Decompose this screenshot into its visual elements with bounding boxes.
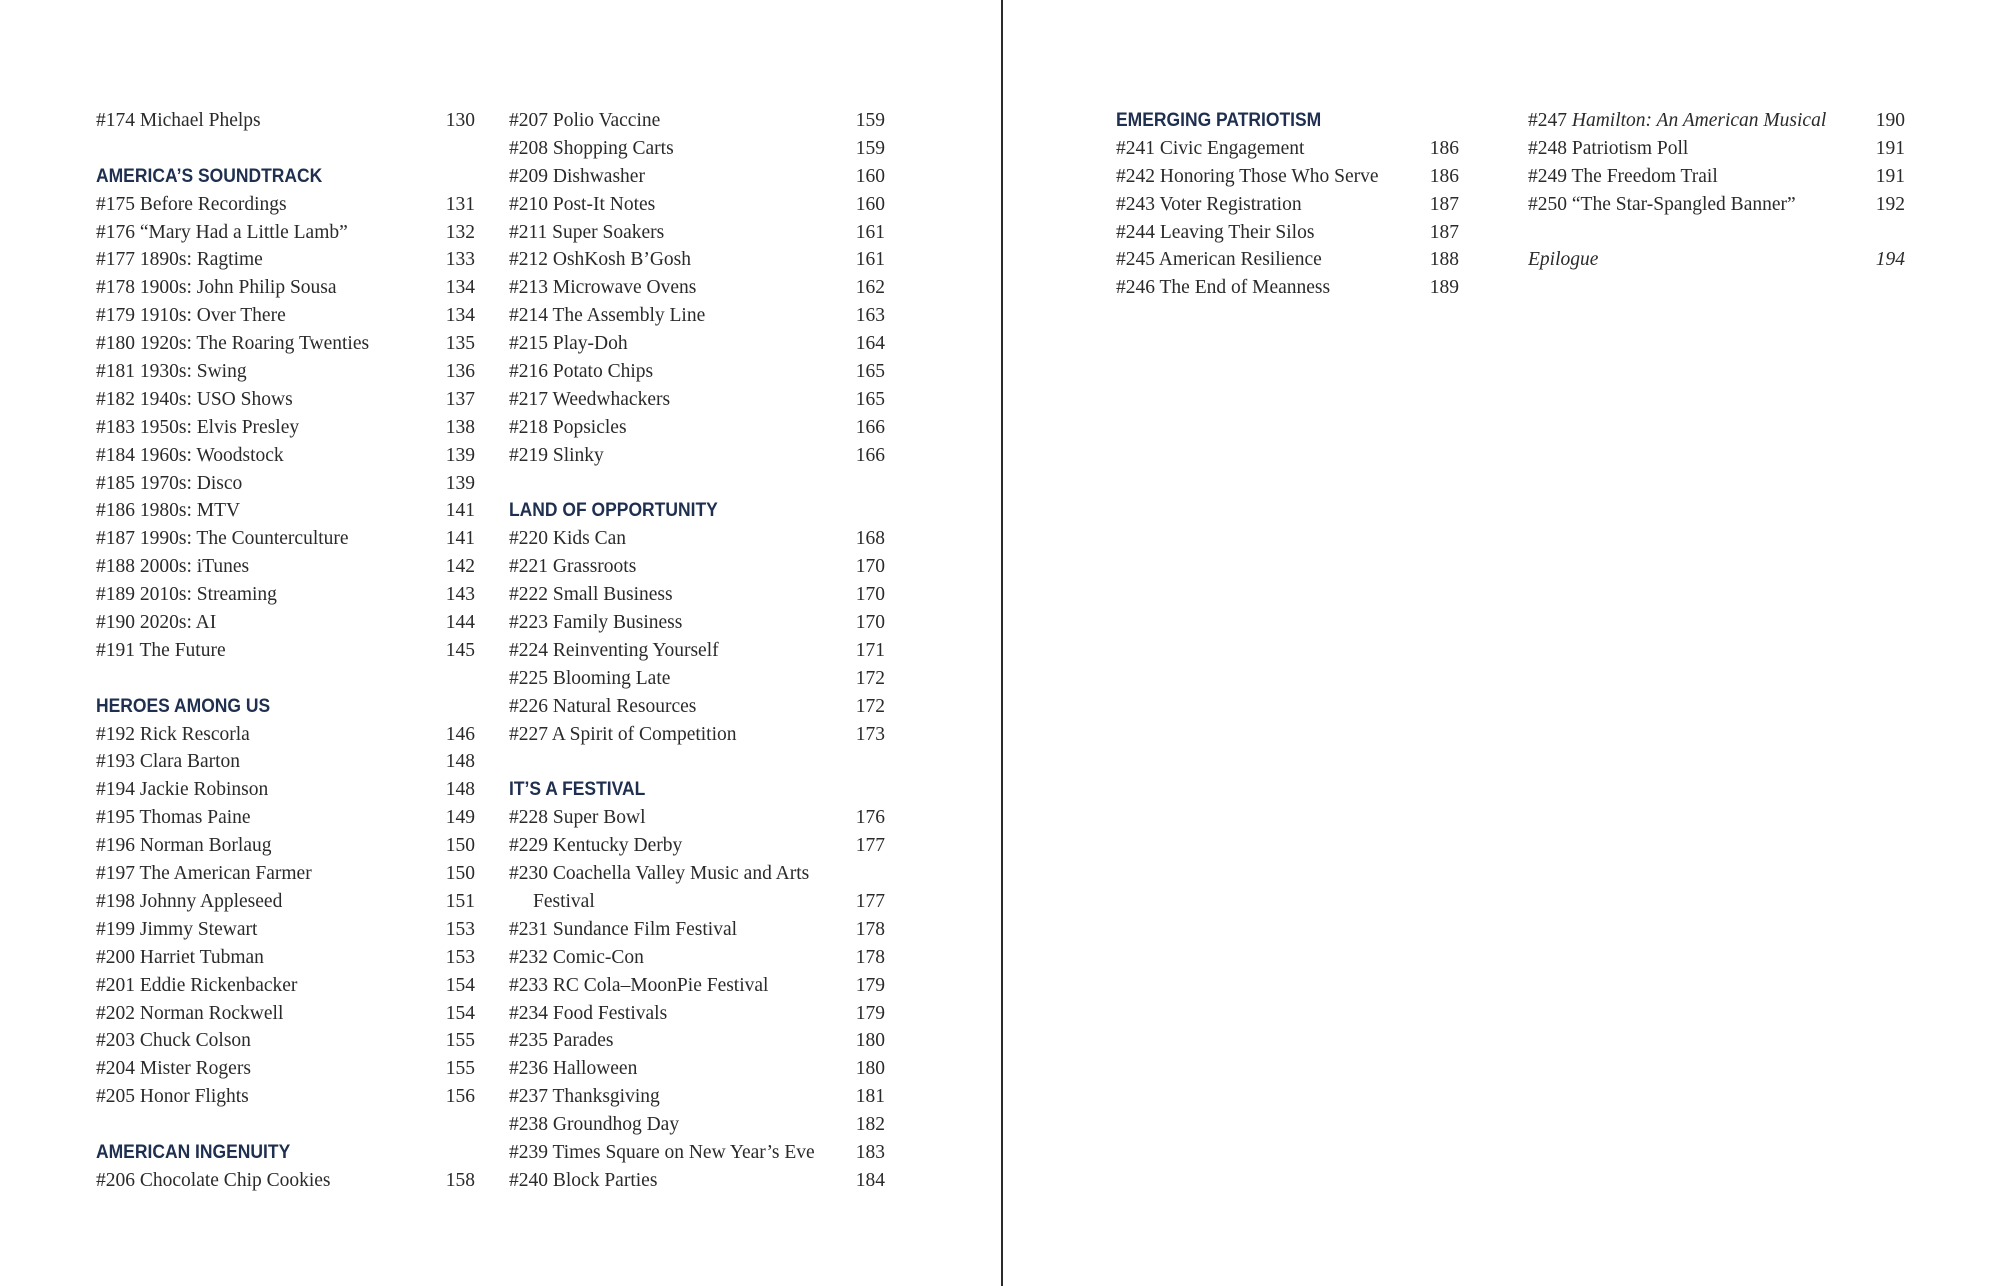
toc-entry-title: #217 Weedwhackers <box>509 388 671 410</box>
toc-entry-title: #201 Eddie Rickenbacker <box>96 974 298 996</box>
toc-entry-title: #227 A Spirit of Competition <box>509 723 737 745</box>
toc-entry-title: #219 Slinky <box>509 444 604 466</box>
toc-page-number: 182 <box>855 1114 885 1136</box>
toc-entry <box>96 191 475 219</box>
toc-column-3 <box>1116 107 1459 302</box>
toc-page-number: 184 <box>855 1169 885 1191</box>
toc-page-number: 146 <box>445 723 475 745</box>
toc-page-number: 145 <box>445 639 475 661</box>
toc-page-number: 134 <box>445 305 475 327</box>
toc-entry <box>96 972 475 1000</box>
toc-entry <box>509 609 885 637</box>
toc-entry <box>96 1027 475 1055</box>
toc-entry-title: #250 “The Star-Spangled Banner” <box>1528 193 1796 215</box>
toc-entry <box>509 916 885 944</box>
toc-page-number: 190 <box>1875 110 1905 131</box>
toc-entry-title: #234 Food Festivals <box>509 1002 668 1024</box>
toc-page-number: 163 <box>855 305 885 327</box>
toc-entry <box>96 860 475 888</box>
toc-entry <box>96 748 475 776</box>
toc-entry <box>509 274 885 302</box>
toc-entry-title: #191 The Future <box>96 639 226 661</box>
toc-entry-title: #246 The End of Meanness <box>1116 277 1331 299</box>
toc-entry <box>509 1139 885 1167</box>
toc-entry <box>96 302 475 330</box>
section-spacer <box>509 748 885 776</box>
toc-entry-title: #198 Johnny Appleseed <box>96 890 283 912</box>
toc-entry <box>509 525 885 553</box>
toc-page-number: 166 <box>855 416 885 438</box>
toc-page-number: 154 <box>445 1002 475 1024</box>
toc-entry <box>96 330 475 358</box>
toc-entry <box>1528 246 1905 274</box>
toc-page-number: 148 <box>445 751 475 773</box>
toc-entry-title: #212 OshKosh B’Gosh <box>509 249 692 271</box>
toc-entry-title: #182 1940s: USO Shows <box>96 388 293 410</box>
toc-page-number: 159 <box>855 110 885 131</box>
toc-entry-title: #233 RC Cola–MoonPie Festival <box>509 974 769 996</box>
toc-entry-title: #249 The Freedom Trail <box>1528 165 1718 187</box>
toc-entry <box>509 414 885 442</box>
toc-page-number: 165 <box>855 361 885 383</box>
toc-entry <box>1528 163 1905 191</box>
toc-page-number: 134 <box>445 277 475 299</box>
toc-entry <box>96 804 475 832</box>
toc-entry-title: #223 Family Business <box>509 612 683 634</box>
toc-entry-title: #244 Leaving Their Silos <box>1116 221 1315 243</box>
toc-entry-title: #203 Chuck Colson <box>96 1030 251 1052</box>
toc-entry-title: #192 Rick Rescorla <box>96 723 250 745</box>
toc-entry <box>96 832 475 860</box>
toc-page-number: 161 <box>855 249 885 271</box>
toc-entry-title: #218 Popsicles <box>509 416 627 438</box>
toc-page-number: 150 <box>445 863 475 885</box>
toc-entry <box>509 553 885 581</box>
toc-entry <box>96 581 475 609</box>
toc-entry-italic-title: Hamilton: An American Musical <box>1571 110 1827 131</box>
toc-page-number: 177 <box>855 835 885 857</box>
toc-entry-title: #190 2020s: AI <box>96 612 217 634</box>
toc-entry <box>509 1167 885 1195</box>
toc-page-number: 144 <box>445 612 475 634</box>
toc-page-number: 187 <box>1429 221 1459 243</box>
toc-page-number: 173 <box>855 723 885 745</box>
toc-page-number: 143 <box>445 584 475 606</box>
toc-entry <box>509 330 885 358</box>
toc-entry <box>509 1027 885 1055</box>
toc-entry-title: #195 Thomas Paine <box>96 807 251 829</box>
toc-page-number: 131 <box>445 193 475 215</box>
toc-entry <box>509 804 885 832</box>
section-heading: HEROES AMONG US <box>96 695 271 717</box>
toc-entry-title: #205 Honor Flights <box>96 1086 249 1108</box>
toc-page-number: 172 <box>855 695 885 717</box>
toc-entry-title: #207 Polio Vaccine <box>509 110 661 131</box>
toc-page-number: 148 <box>445 779 475 801</box>
toc-page-number: 181 <box>855 1086 885 1108</box>
toc-entry <box>509 693 885 721</box>
toc-page-number: 170 <box>855 584 885 606</box>
toc-entry-title: #204 Mister Rogers <box>96 1058 251 1080</box>
toc-page-number: 176 <box>855 807 885 829</box>
toc-entry <box>96 246 475 274</box>
toc-page-number: 164 <box>855 333 885 355</box>
toc-entry-title: #176 “Mary Had a Little Lamb” <box>96 221 348 243</box>
toc-entry-title: #213 Microwave Ovens <box>509 277 697 299</box>
toc-entry-title: #181 1930s: Swing <box>96 361 247 383</box>
toc-entry-title: #222 Small Business <box>509 584 673 606</box>
toc-entry-title: #199 Jimmy Stewart <box>96 918 258 940</box>
toc-entry <box>1116 191 1459 219</box>
section-heading: AMERICA’S SOUNDTRACK <box>96 165 323 187</box>
toc-entry <box>509 135 885 163</box>
section-spacer <box>96 135 475 163</box>
toc-entry-title: #214 The Assembly Line <box>509 305 706 327</box>
page-gutter-divider <box>1001 0 1003 1286</box>
toc-entry <box>1116 219 1459 247</box>
toc-entry <box>96 442 475 470</box>
toc-column-4 <box>1528 107 1905 274</box>
toc-entry-title: #248 Patriotism Poll <box>1528 137 1689 159</box>
toc-entry-title: #196 Norman Borlaug <box>96 835 272 857</box>
toc-entry <box>96 274 475 302</box>
toc-entry <box>96 1000 475 1028</box>
toc-entry-title: #189 2010s: Streaming <box>96 584 277 606</box>
toc-entry-number: #247 <box>1528 110 1572 131</box>
toc-page-number: 155 <box>445 1030 475 1052</box>
toc-page-number: 179 <box>855 1002 885 1024</box>
toc-entry-title: #231 Sundance Film Festival <box>509 918 738 940</box>
toc-entry-title: #200 Harriet Tubman <box>96 946 264 968</box>
toc-page-number: 155 <box>445 1058 475 1080</box>
toc-entry-title: #226 Natural Resources <box>509 695 697 717</box>
toc-entry-title: #174 Michael Phelps <box>96 110 261 131</box>
toc-column-2 <box>509 107 885 1195</box>
toc-entry-continuation <box>509 888 885 916</box>
section-heading: EMERGING PATRIOTISM <box>1116 110 1322 131</box>
toc-entry-title: #241 Civic Engagement <box>1116 137 1305 159</box>
toc-entry-title: #232 Comic-Con <box>509 946 644 968</box>
toc-entry-title: #185 1970s: Disco <box>96 472 243 494</box>
toc-page-number: 188 <box>1429 249 1459 271</box>
toc-page-number: 149 <box>445 807 475 829</box>
toc-entry-title: #186 1980s: MTV <box>96 500 241 522</box>
toc-entry <box>509 944 885 972</box>
toc-entry <box>509 665 885 693</box>
toc-entry-title: #240 Block Parties <box>509 1169 658 1191</box>
toc-page-number: 191 <box>1875 165 1905 187</box>
section-heading: IT’S A FESTIVAL <box>509 779 646 801</box>
toc-entry-title: #220 Kids Can <box>509 528 626 550</box>
toc-page-number: 189 <box>1429 277 1459 299</box>
toc-entry <box>1116 274 1459 302</box>
toc-entry-title: #230 Coachella Valley Music and Arts <box>509 863 810 885</box>
toc-page-number: 139 <box>445 444 475 466</box>
toc-page-number: 170 <box>855 612 885 634</box>
toc-entry-title: #202 Norman Rockwell <box>96 1002 284 1024</box>
toc-page-number: 139 <box>445 472 475 494</box>
toc-entry-title: #183 1950s: Elvis Presley <box>96 416 300 438</box>
toc-entry <box>509 163 885 191</box>
toc-page-number: 136 <box>445 361 475 383</box>
toc-entry-title: #216 Potato Chips <box>509 361 654 383</box>
toc-entry-title: Epilogue <box>1528 249 1599 271</box>
toc-entry <box>509 386 885 414</box>
toc-entry-title: #209 Dishwasher <box>509 165 645 187</box>
toc-page-number: 160 <box>855 165 885 187</box>
section-spacer <box>1528 219 1905 247</box>
toc-page-number: 178 <box>855 946 885 968</box>
toc-entry-title: #236 Halloween <box>509 1058 638 1080</box>
toc-entry-title: #208 Shopping Carts <box>509 137 674 159</box>
toc-entry <box>96 637 475 665</box>
toc-page-number: 194 <box>1875 249 1905 271</box>
section-heading: AMERICAN INGENUITY <box>96 1141 291 1163</box>
toc-entry-title: Festival <box>533 890 595 912</box>
toc-entry <box>96 358 475 386</box>
toc-page-number: 154 <box>445 974 475 996</box>
toc-page-number: 172 <box>855 667 885 689</box>
toc-page-number: 180 <box>855 1030 885 1052</box>
toc-entry <box>96 386 475 414</box>
toc-entry <box>96 497 475 525</box>
toc-entry <box>96 525 475 553</box>
toc-page-number: 153 <box>445 918 475 940</box>
toc-page-number: 162 <box>855 277 885 299</box>
toc-entry-title: #224 Reinventing Yourself <box>509 639 719 661</box>
toc-entry <box>1528 135 1905 163</box>
toc-entry <box>509 832 885 860</box>
toc-page-number: 186 <box>1429 165 1459 187</box>
toc-page-number: 192 <box>1875 193 1905 215</box>
toc-entry-title: #193 Clara Barton <box>96 751 241 773</box>
toc-entry <box>509 1111 885 1139</box>
toc-page-number: 137 <box>445 388 475 410</box>
toc-entry <box>96 414 475 442</box>
toc-entry-title: #221 Grassroots <box>509 556 637 578</box>
toc-entry <box>96 916 475 944</box>
toc-entry <box>509 637 885 665</box>
toc-entry <box>96 470 475 498</box>
toc-entry <box>96 219 475 247</box>
toc-entry-title: #225 Blooming Late <box>509 667 671 689</box>
toc-page-number: 160 <box>855 193 885 215</box>
toc-entry-title: #180 1920s: The Roaring Twenties <box>96 333 370 355</box>
toc-entry-title: #245 American Resilience <box>1116 249 1322 271</box>
toc-entry <box>509 1083 885 1111</box>
toc-entry <box>509 442 885 470</box>
section-heading: LAND OF OPPORTUNITY <box>509 500 718 522</box>
toc-page-number: 187 <box>1429 193 1459 215</box>
toc-page-number: 141 <box>445 528 475 550</box>
toc-page-number: 177 <box>855 890 885 912</box>
toc-entry <box>509 860 885 888</box>
toc-entry-title: #179 1910s: Over There <box>96 305 286 327</box>
toc-page-number: 159 <box>855 137 885 159</box>
toc-entry-title: #211 Super Soakers <box>509 221 665 243</box>
toc-entry <box>509 1055 885 1083</box>
toc-entry <box>509 246 885 274</box>
toc-entry-title: #210 Post-It Notes <box>509 193 656 215</box>
toc-page-number: 191 <box>1875 137 1905 159</box>
toc-page-number: 183 <box>855 1141 885 1163</box>
toc-entry <box>96 1083 475 1111</box>
toc-entry-title: #215 Play-Doh <box>509 333 628 355</box>
toc-entry <box>509 581 885 609</box>
toc-entry <box>96 1167 475 1195</box>
toc-entry <box>96 107 475 135</box>
toc-page-number: 186 <box>1429 137 1459 159</box>
toc-entry-title: #235 Parades <box>509 1030 614 1052</box>
toc-entry-title: #239 Times Square on New Year’s Eve <box>509 1141 815 1163</box>
toc-page-number: 138 <box>445 416 475 438</box>
toc-entry <box>1116 135 1459 163</box>
toc-page-number: 171 <box>855 639 885 661</box>
toc-entry <box>96 944 475 972</box>
toc-page-number: 132 <box>445 221 475 243</box>
toc-entry <box>96 888 475 916</box>
toc-entry-title: #243 Voter Registration <box>1116 193 1302 215</box>
toc-entry <box>509 972 885 1000</box>
toc-entry-title: #177 1890s: Ragtime <box>96 249 263 271</box>
toc-page-number: 150 <box>445 835 475 857</box>
toc-page-number: 151 <box>445 890 475 912</box>
toc-entry <box>509 219 885 247</box>
toc-entry <box>96 609 475 637</box>
toc-entry <box>96 1055 475 1083</box>
toc-page-number: 168 <box>855 528 885 550</box>
section-spacer <box>96 665 475 693</box>
toc-entry-title: #188 2000s: iTunes <box>96 556 250 578</box>
toc-page-number: 179 <box>855 974 885 996</box>
toc-page-number: 166 <box>855 444 885 466</box>
toc-entry-title: #187 1990s: The Counterculture <box>96 528 349 550</box>
toc-entry <box>509 1000 885 1028</box>
toc-entry <box>96 776 475 804</box>
section-spacer <box>96 1111 475 1139</box>
toc-page-number: 165 <box>855 388 885 410</box>
toc-page-number: 153 <box>445 946 475 968</box>
toc-page-number: 158 <box>445 1169 475 1191</box>
toc-entry-title: #228 Super Bowl <box>509 807 646 829</box>
toc-page-number: 141 <box>445 500 475 522</box>
toc-entry-title: #175 Before Recordings <box>96 193 287 215</box>
toc-entry-title: #197 The American Farmer <box>96 863 312 885</box>
toc-page-number: 130 <box>445 110 475 131</box>
toc-entry-title: #238 Groundhog Day <box>509 1114 680 1136</box>
toc-entry <box>96 721 475 749</box>
toc-entry <box>509 107 885 135</box>
toc-column-1 <box>96 107 475 1195</box>
toc-entry-title: #206 Chocolate Chip Cookies <box>96 1169 331 1191</box>
toc-entry <box>1528 107 1905 135</box>
toc-entry <box>1528 191 1905 219</box>
toc-page-number: 178 <box>855 918 885 940</box>
toc-page-number: 133 <box>445 249 475 271</box>
toc-page-number: 135 <box>445 333 475 355</box>
toc-page-number: 161 <box>855 221 885 243</box>
toc-page-number: 170 <box>855 556 885 578</box>
toc-page-number: 156 <box>445 1086 475 1108</box>
toc-entry-title: #194 Jackie Robinson <box>96 779 269 801</box>
toc-entry <box>1116 246 1459 274</box>
toc-page-number: 142 <box>445 556 475 578</box>
toc-entry-title <box>1528 107 1865 135</box>
toc-page-number: 180 <box>855 1058 885 1080</box>
toc-entry <box>1116 163 1459 191</box>
toc-entry <box>509 302 885 330</box>
toc-entry-title: #184 1960s: Woodstock <box>96 444 284 466</box>
toc-entry <box>509 358 885 386</box>
toc-entry <box>96 553 475 581</box>
toc-entry-title: #178 1900s: John Philip Sousa <box>96 277 337 299</box>
section-spacer <box>509 470 885 498</box>
toc-entry-title: #229 Kentucky Derby <box>509 835 683 857</box>
toc-entry <box>509 721 885 749</box>
toc-entry-title: #242 Honoring Those Who Serve <box>1116 165 1379 187</box>
toc-entry <box>509 191 885 219</box>
toc-entry-title: #237 Thanksgiving <box>509 1086 660 1108</box>
